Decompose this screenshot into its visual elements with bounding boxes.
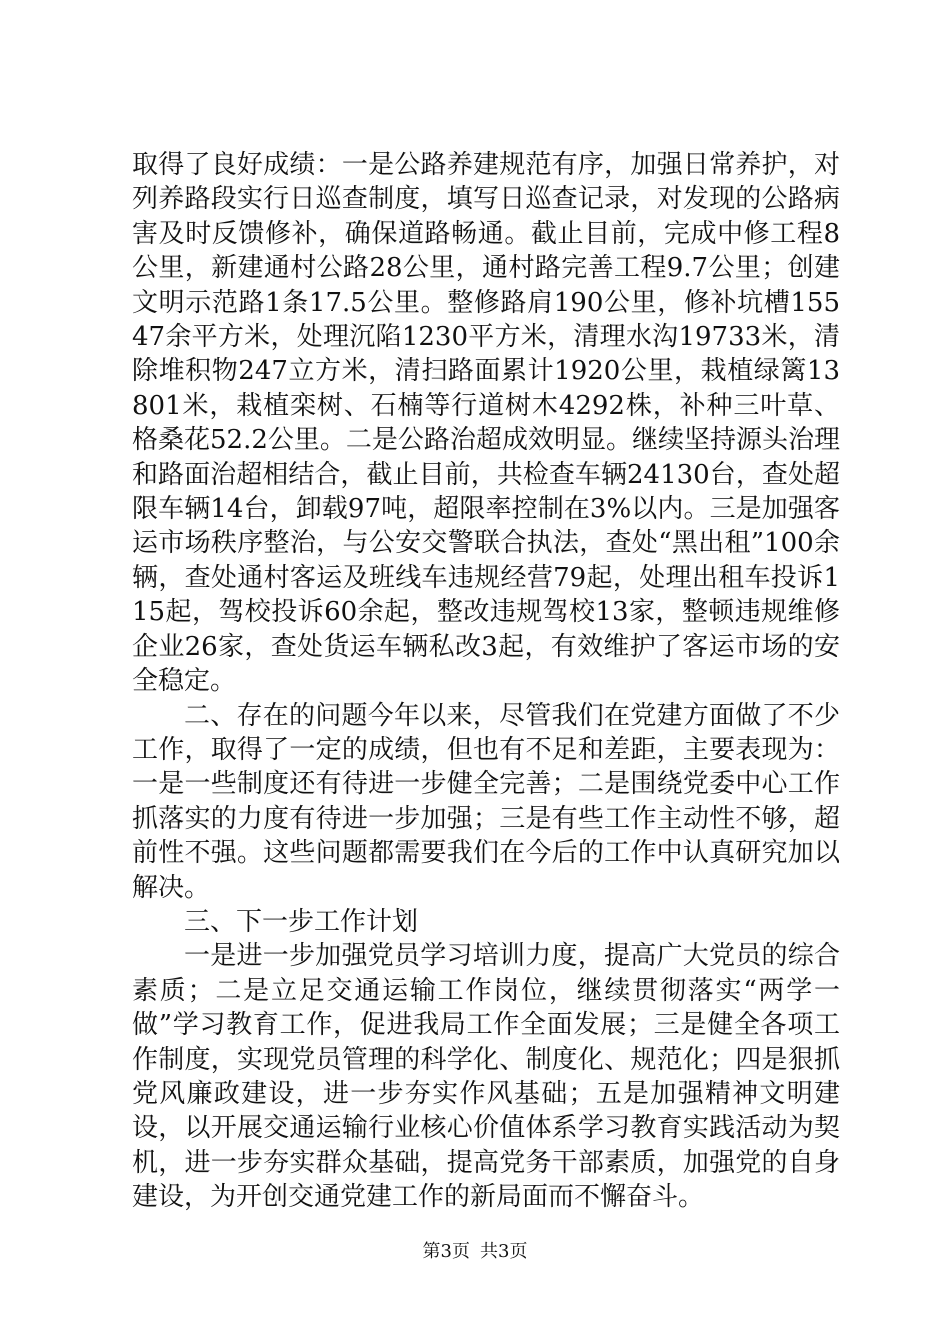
paragraph-work-plan: 一是进一步加强党员学习培训力度，提高广大党员的综合素质；二是立足交通运输工作岗位，继续贯彻落实“两学一做”学习教育工作，促进我局工作全面发展；三是健全各项工作制度，实现党员管理的科学化、制度化、规范化；四是狠抓党风廉政建设，进一步夯实作风基础；五是加强精神文明建设，以开展交通运输行业核心价值体系学习教育实践活动为契机，进一步夯实群众基础，提高党务干部素质，加强党的自身建设，为开创交通党建工作的新局面而不懈奋斗。 <box>132 941 840 1213</box>
page-number: 第3页 <box>422 1241 470 1262</box>
document-body <box>132 148 840 1215</box>
page-footer <box>0 1240 950 1264</box>
paragraph-achievements: 取得了良好成绩：一是公路养建规范有序，加强日常养护，对列养路段实行日巡查制度，填写日巡查记录，对发现的公路病害及时反馈修补，确保道路畅通。截止目前，完成中修工程8公里，新建通村公路28公里，通村路完善工程9.7公里；创建文明示范路1条17.5公里。整修路肩190公里，修补坑槽15547余平方米，处理沉陷1230平方米，清理水沟19733米，清除堆积物247立方米，清扫路面累计1920公里，栽植绿篱13801米，栽植栾树、石楠等行道树木4292株，补种三叶草、格桑花52.2公里。二是公路治超成效明显。继续坚持源头治理和路面治超相结合，截止目前，共检查车辆24130台，查处超限车辆14台，卸载97吨，超限率控制在3%以内。三是加强客运市场秩序整治，与公安交警联合执法，查处“黑出租”100余辆，查处通村客运及班线车违规经营79起，处理出租车投诉115起，驾校投诉60余起，整改违规驾校13家，整顿违规维修企业26家，查处货运车辆私改3起，有效维护了客运市场的安全稳定。 <box>132 150 840 697</box>
section-heading-next-steps: 三、下一步工作计划 <box>184 906 419 937</box>
paragraph-problems: 二、存在的问题今年以来，尽管我们在党建方面做了不少工作，取得了一定的成绩，但也有不足和差距，主要表现为：一是一些制度还有待进一步健全完善；二是围绕党委中心工作抓落实的力度有待进一步加强；三是有些工作主动性不够，超前性不强。这些问题都需要我们在今后的工作中认真研究加以解决。 <box>132 700 840 903</box>
page-total: 共3页 <box>480 1241 528 1262</box>
